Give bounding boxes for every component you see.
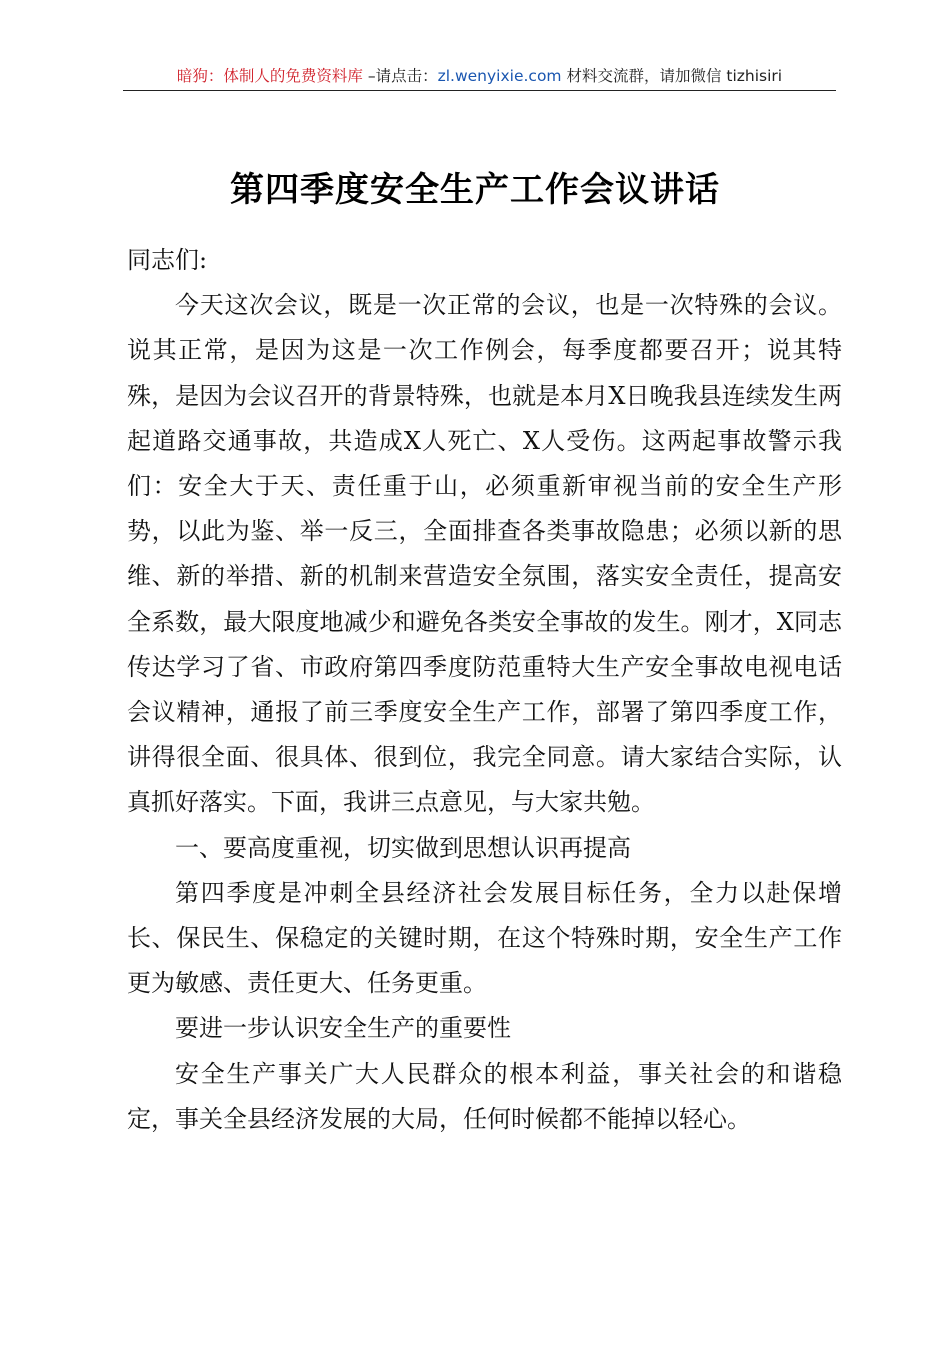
document-body [127, 238, 842, 1142]
paragraph-importance: 安全生产事关广大人民群众的根本利益，事关社会的和谐稳定，事关全县经济发展的大局，任何时候都不能掉以轻心。 [127, 1059, 842, 1133]
header-site-name: 暗狗：体制人的免费资料库 [176, 67, 363, 85]
section-heading-1: 一、要高度重视，切实做到思想认识再提高 [175, 833, 631, 862]
subheading-importance: 要进一步认识安全生产的重要性 [175, 1014, 511, 1043]
paragraph-opening: 今天这次会议，既是一次正常的会议，也是一次特殊的会议。说其正常，是因为这是一次工作例会，每季度都要召开；说其特殊，是因为会议召开的背景特殊，也就是本月X日晚我县连续发生两起道路交通事故，共造成X人死亡、X人受伤。这两起事故警示我们：安全大于天、责任重于山，必须重新审视当前的安全生产形势，以此为鉴、举一反三，全面排查各类事故隐患；必须以新的思维、新的举措、新的机制来营造安全氛围，落实安全责任，提高安全系数，最大限度地减少和避免各类安全事故的发生。刚才，X同志传达学习了省、市政府第四季度防范重特大生产安全事故电视电话会议精神，通报了前三季度安全生产工作，部署了第四季度工作，讲得很全面、很具体、很到位，我完全同意。请大家结合实际，认真抓好落实。下面，我讲三点意见，与大家共勉。 [127, 291, 842, 817]
paragraph-section-1: 第四季度是冲刺全县经济社会发展目标任务，全力以赴保增长、保民生、保稳定的关键时期，在这个特殊时期，安全生产工作更为敏感、责任更大、任务更重。 [127, 878, 842, 998]
header-click-prompt: –请点击： [362, 67, 438, 85]
document-title: 第四季度安全生产工作会议讲话 [230, 170, 720, 210]
page-header [123, 62, 836, 91]
header-wechat-note: 材料交流群，请加微信 tizhisiri [561, 67, 783, 85]
salutation: 同志们: [127, 246, 208, 274]
header-link[interactable]: zl.wenyixie.com [437, 67, 562, 85]
